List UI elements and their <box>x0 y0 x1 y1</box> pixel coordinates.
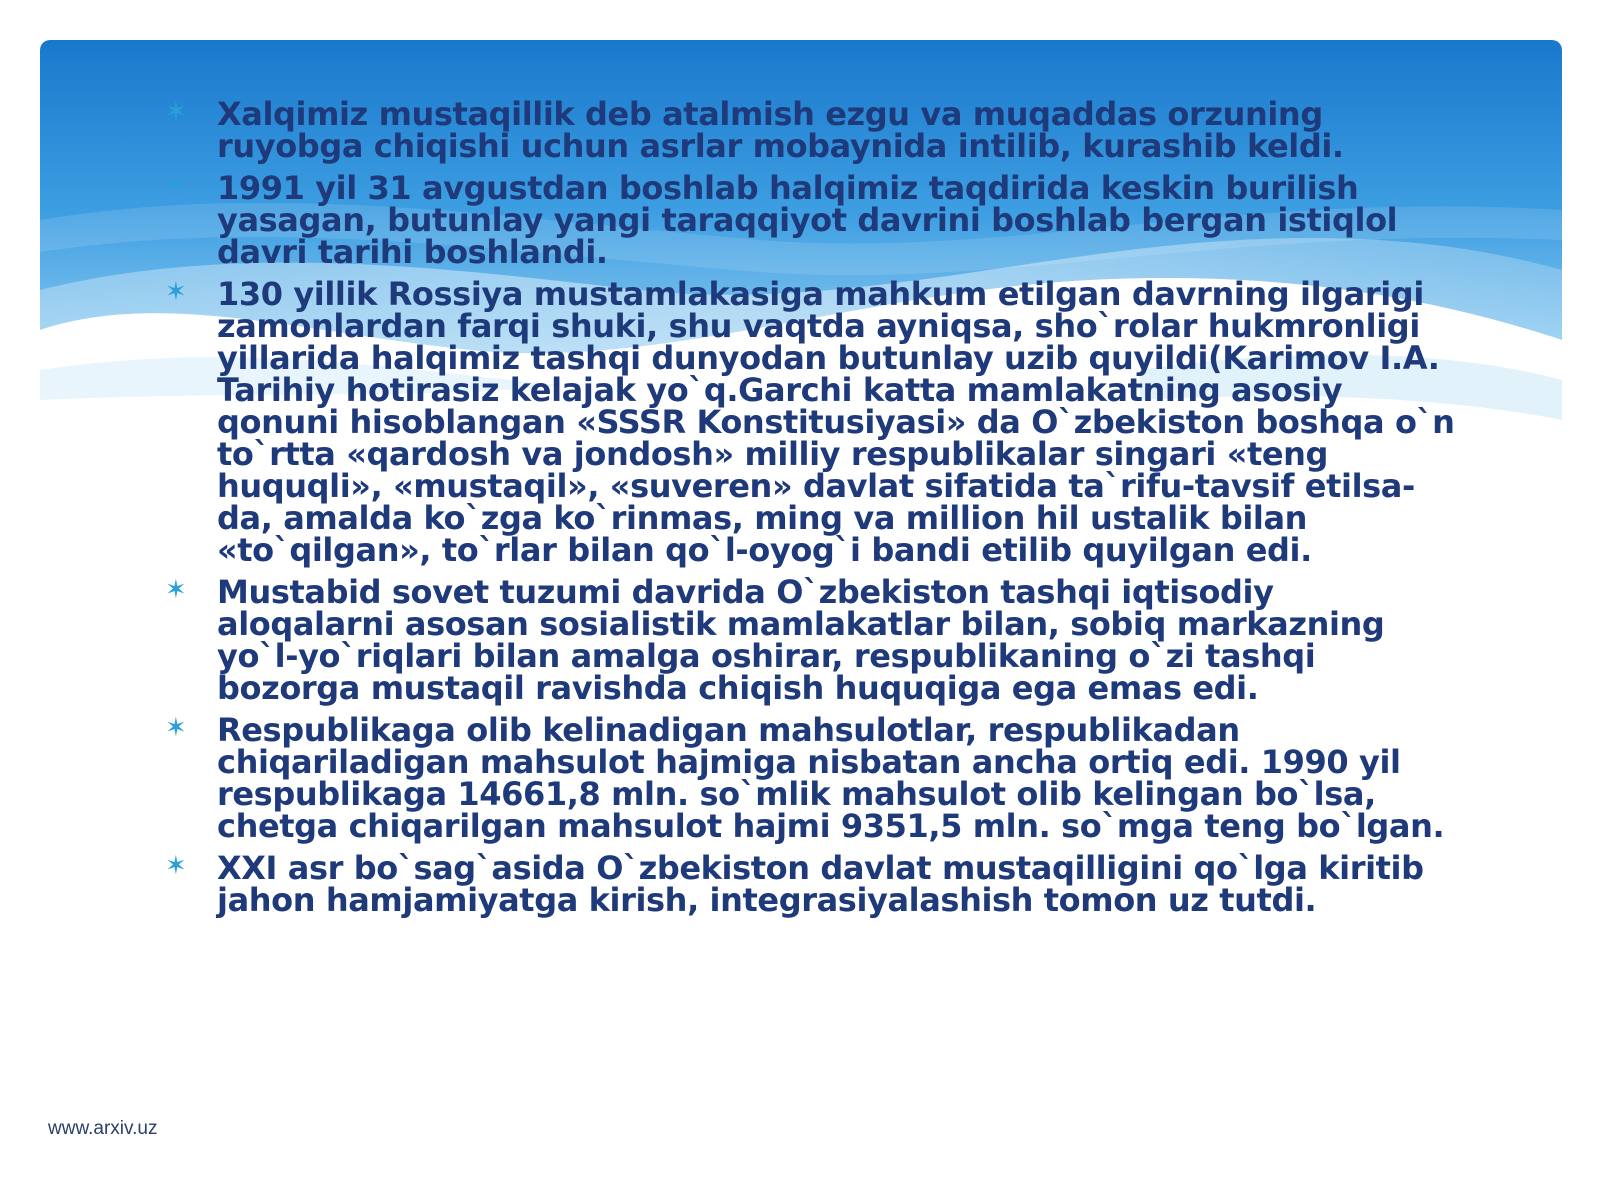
list-item-text: Mustabid sovet tuzumi davrida O`zbekiston tashqi iqtisodiy aloqalarni asosan sosialistik mamlakatlar bilan, sobiq markazning yo`l-yo`riqlari bilan amalga oshirar, respublikaning o`zi tashqi bozorga mustaqil ravishda chiqish huquqiga ega emas edi. <box>217 573 1385 707</box>
list-item-text: 130 yillik Rossiya mustamlakasiga mahkum etilgan davrning ilgarigi zamonlardan farqi shuki, shu vaqtda ayniqsa, sho`rolar hukmronligi yillarida halqimiz tashqi dunyodan butunlay uzib quyildi(Karimov I.A. Tarihiy hotirasiz kelajak yo`q.Garchi katta mamlakatning asosiy qonuni hisoblangan «SSSR Konstitusiyasi» da O`zbekiston boshqa o`n to`rtta «qardosh va jondosh» milliy respublikalar singari «teng huquqli», «mustaqil», «suveren» davlat sifatida ta`rifu-tavsif etilsa-da, amalda ko`zga ko`rinmas, ming va million hil ustalik bilan «to`qilgan», to`rlar bilan qo`l-oyog`i bandi etilib quyilgan edi. <box>217 275 1455 569</box>
list-item <box>165 95 1455 165</box>
list-item-text: Xalqimiz mustaqillik deb atalmish ezgu va muqaddas orzuning ruyobga chiqishi uchun asrlar mobaynida intilib, kurashib keldi. <box>217 95 1344 165</box>
asterisk-icon: ✶ <box>165 713 187 743</box>
asterisk-icon: ✶ <box>165 277 187 307</box>
list-item <box>165 275 1455 569</box>
list-item <box>165 573 1455 707</box>
asterisk-icon: ✶ <box>165 851 187 881</box>
bullet-list <box>165 95 1455 919</box>
footer-url: www.arxiv.uz <box>48 1118 158 1139</box>
asterisk-icon: ✶ <box>165 97 187 127</box>
asterisk-icon: ✶ <box>165 171 187 201</box>
asterisk-icon: ✶ <box>165 575 187 605</box>
list-item <box>165 169 1455 271</box>
list-item <box>165 711 1455 845</box>
list-item-text: 1991 yil 31 avgustdan boshlab halqimiz taqdirida keskin burilish yasagan, butunlay yangi taraqqiyot davrini boshlab bergan istiqlol davri tarihi boshlandi. <box>217 169 1398 271</box>
bullet-list-container <box>165 95 1455 926</box>
list-item-text: XXI asr bo`sag`asida O`zbekiston davlat mustaqilligini qo`lga kiritib jahon hamjamiyatga kirish, integrasiyalashish tomon uz tutdi. <box>217 849 1424 919</box>
list-item <box>165 849 1455 919</box>
list-item-text: Respublikaga olib kelinadigan mahsulotlar, respublikadan chiqariladigan mahsulot hajmiga nisbatan ancha ortiq edi. 1990 yil respublikaga 14661,8 mln. so`mlik mahsulot olib kelingan bo`lsa, chetga chiqarilgan mahsulot hajmi 9351,5 mln. so`mga teng bo`lgan. <box>217 711 1445 845</box>
